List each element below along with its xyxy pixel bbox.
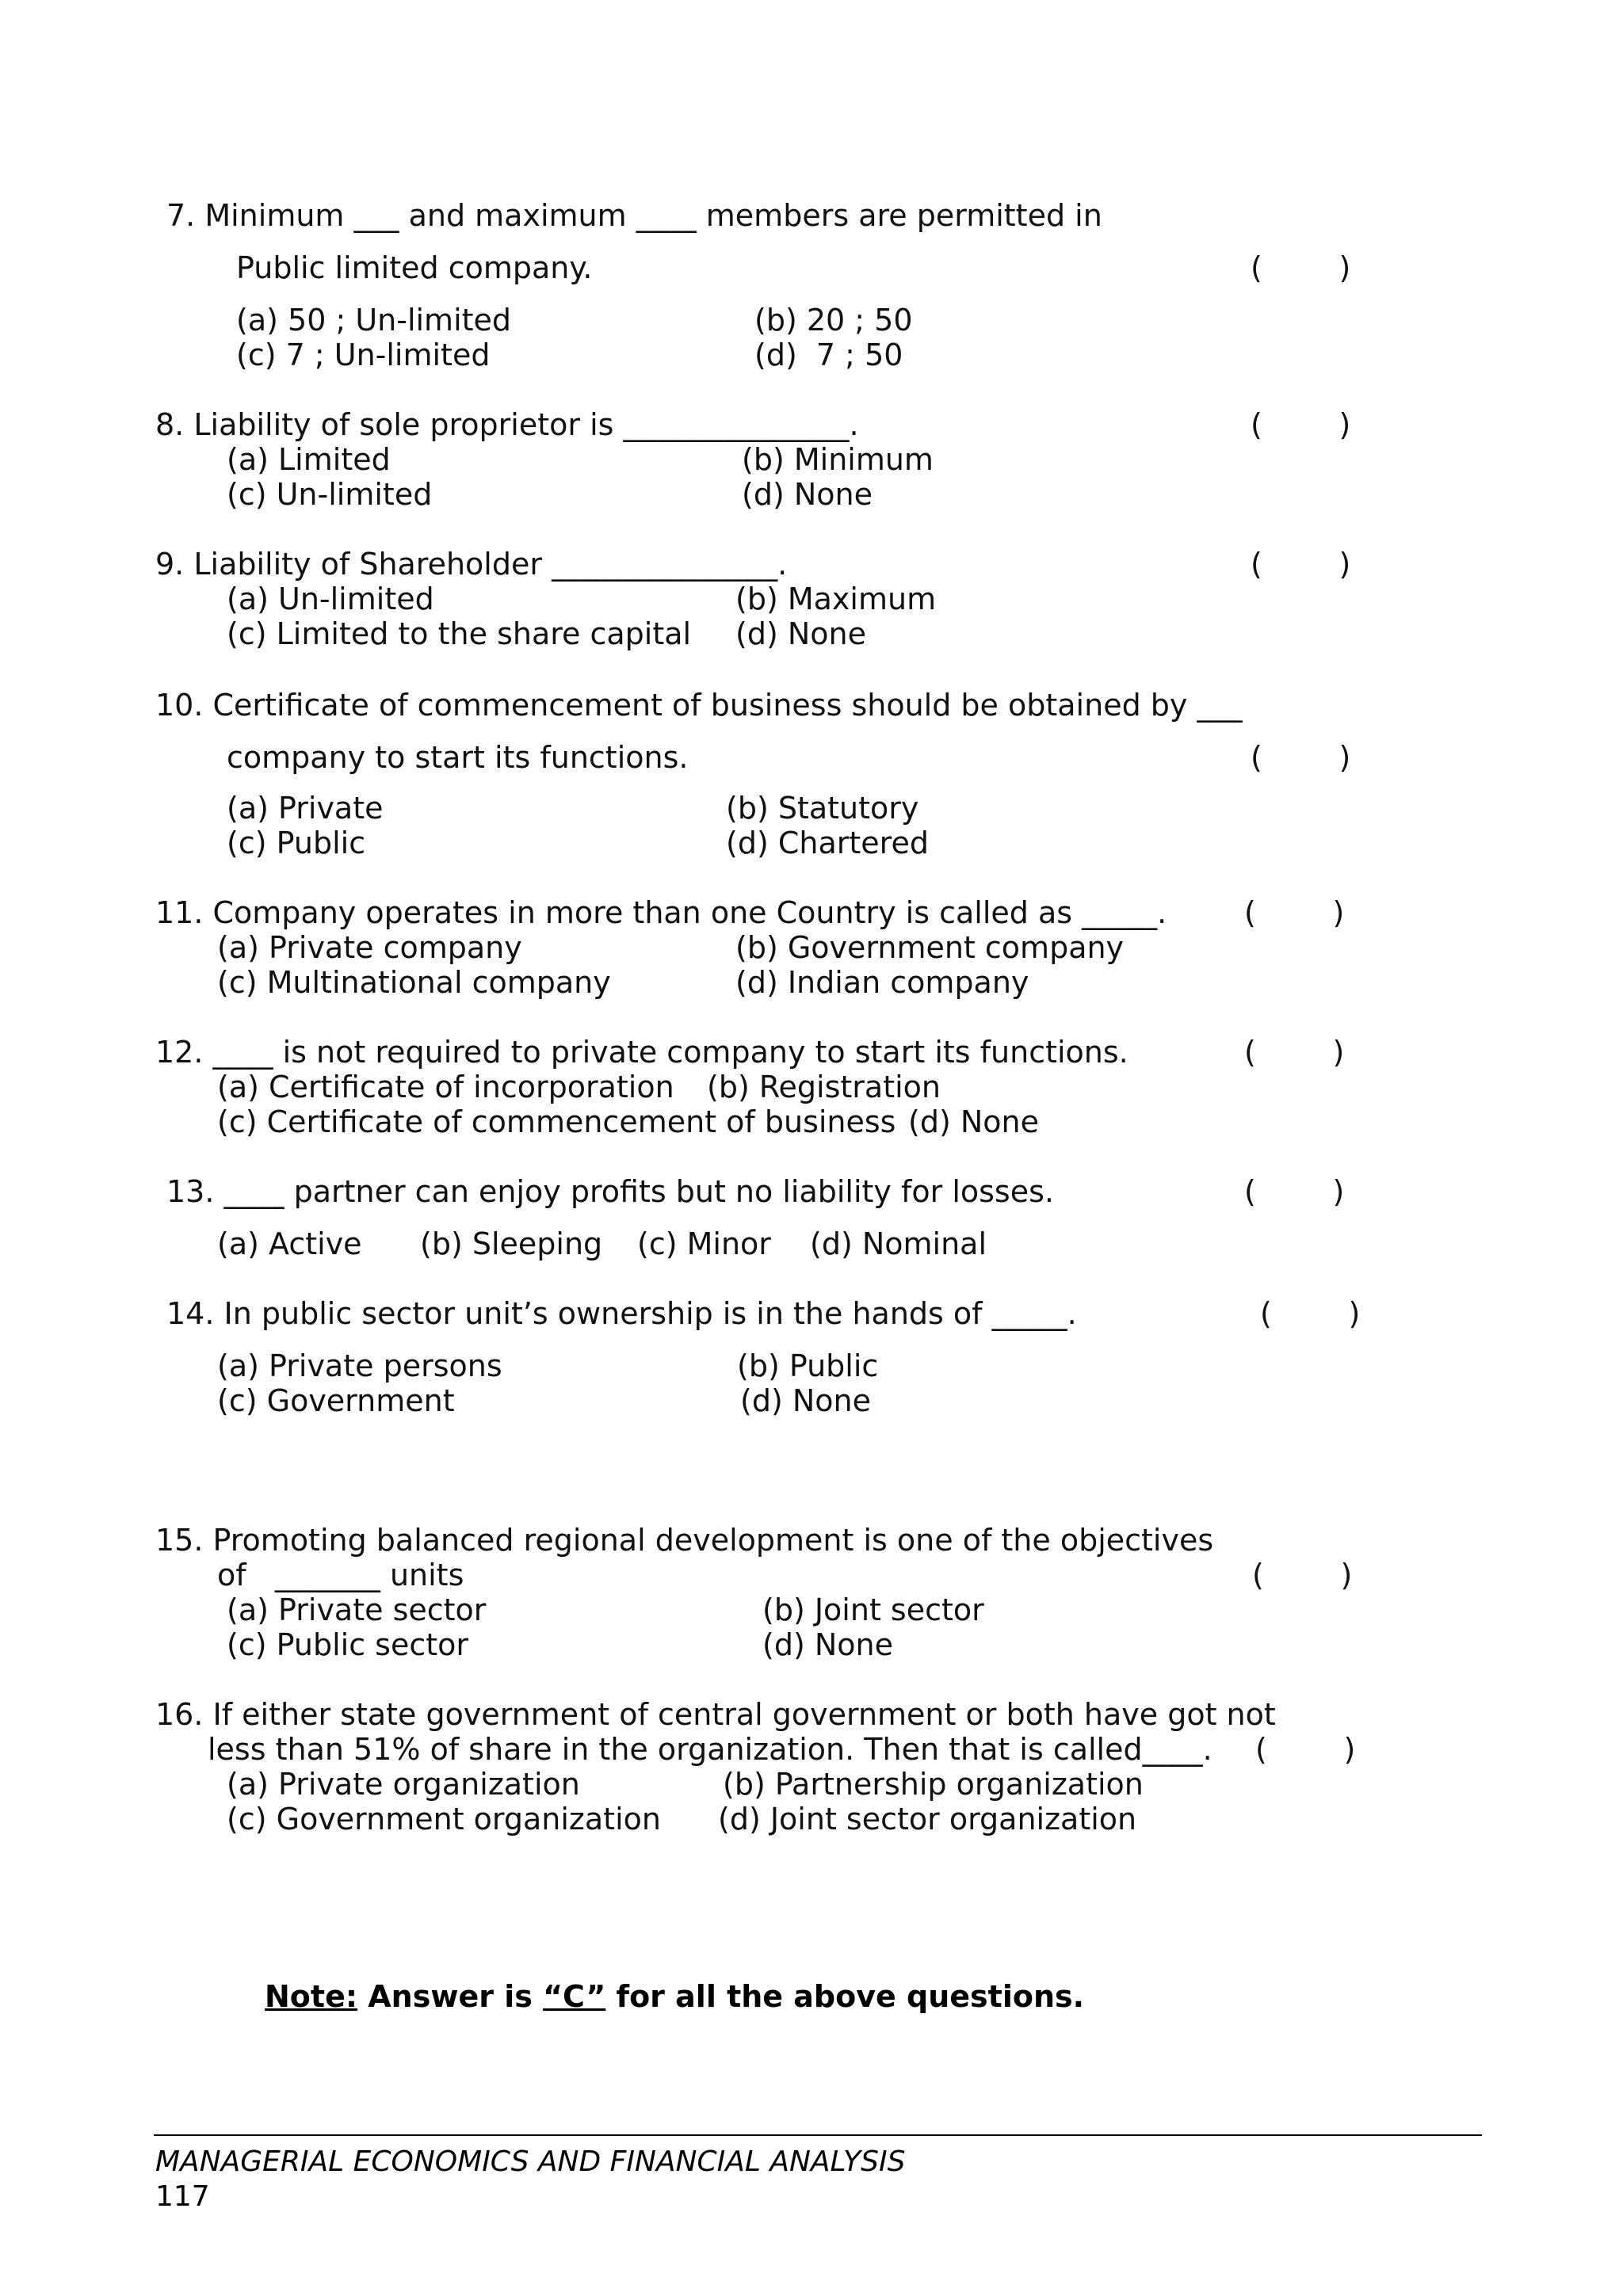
option-a: (a) Active <box>217 1226 362 1261</box>
option-d: (d) Indian company <box>735 965 1029 1000</box>
answer-bracket[interactable]: ( ) <box>1244 1174 1345 1209</box>
option-c: (c) Certificate of commencement of business <box>217 1104 896 1139</box>
option-a: (a) Limited <box>227 442 391 477</box>
option-b: (b) Partnership organization <box>723 1767 1144 1802</box>
answer-bracket[interactable]: ( ) <box>1244 895 1345 930</box>
question-text: 10. Certificate of commencement of business should be obtained by ___ <box>155 688 1243 723</box>
question-text: 16. If either state government of central government or both have got not <box>155 1697 1276 1732</box>
question-text: 8. Liability of sole proprietor is _______________. <box>155 407 859 442</box>
option-d: (d) Joint sector organization <box>718 1802 1137 1836</box>
answer-bracket[interactable]: ( ) <box>1244 1035 1345 1070</box>
option-c: (c) Government <box>217 1383 455 1418</box>
answer-note <box>265 1979 1084 2014</box>
option-c: (c) Limited to the share capital <box>227 616 692 651</box>
option-b: (b) Minimum <box>742 442 934 477</box>
option-d: (d) Chartered <box>726 826 929 860</box>
question-text-continued: of _______ units <box>217 1558 464 1592</box>
question-text: 11. Company operates in more than one Country is called as _____. <box>155 895 1167 930</box>
option-b: (b) Statutory <box>726 791 919 826</box>
option-c: (c) Un-limited <box>227 477 433 512</box>
footer-divider <box>154 2134 1482 2136</box>
answer-bracket[interactable]: ( ) <box>1260 1296 1361 1331</box>
option-d: (d) None <box>742 477 873 512</box>
note-text-after: for all the above questions. <box>605 1979 1085 2014</box>
option-b: (b) Maximum <box>735 582 937 616</box>
answer-bracket[interactable]: ( ) <box>1252 1558 1353 1592</box>
option-a: (a) Private sector <box>227 1592 487 1627</box>
option-c: (c) 7 ; Un-limited <box>236 338 491 372</box>
option-b: (b) 20 ; 50 <box>754 303 913 338</box>
answer-bracket[interactable]: ( ) <box>1251 547 1351 582</box>
option-b: (b) Sleeping <box>420 1226 603 1261</box>
option-d: (d) Nominal <box>810 1226 987 1261</box>
answer-bracket[interactable]: ( ) <box>1251 407 1351 442</box>
question-text: 9. Liability of Shareholder _______________. <box>155 547 788 582</box>
note-answer: “C” <box>543 1979 606 2014</box>
option-c: (c) Public sector <box>227 1627 469 1662</box>
option-d: (d) 7 ; 50 <box>754 338 903 372</box>
question-text: 13. ____ partner can enjoy profits but no liability for losses. <box>166 1174 1054 1209</box>
option-d: (d) None <box>908 1104 1039 1139</box>
option-a: (a) Un-limited <box>227 582 434 616</box>
option-a: (a) Private organization <box>227 1767 580 1802</box>
question-text: 15. Promoting balanced regional development is one of the objectives <box>155 1523 1214 1558</box>
question-text: 7. Minimum ___ and maximum ____ members are permitted in <box>166 198 1102 233</box>
note-text-before: Answer is <box>357 1979 544 2014</box>
option-a: (a) Private persons <box>217 1348 502 1383</box>
option-d: (d) None <box>735 616 866 651</box>
page-number: 117 <box>155 2180 210 2213</box>
option-a: (a) Private <box>227 791 384 826</box>
option-a: (a) 50 ; Un-limited <box>236 303 512 338</box>
question-text-continued: Public limited company. <box>236 250 593 285</box>
option-a: (a) Certificate of incorporation <box>217 1070 674 1104</box>
question-text-continued: company to start its functions. <box>227 740 689 775</box>
answer-bracket[interactable]: ( ) <box>1255 1732 1356 1767</box>
option-c: (c) Minor <box>637 1226 771 1261</box>
option-c: (c) Public <box>227 826 366 860</box>
option-b: (b) Registration <box>707 1070 941 1104</box>
option-b: (b) Joint sector <box>762 1592 984 1627</box>
question-text-continued: less than 51% of share in the organization. Then that is called____. <box>208 1732 1212 1767</box>
question-text: 14. In public sector unit’s ownership is in the hands of _____. <box>166 1296 1077 1331</box>
option-d: (d) None <box>762 1627 893 1662</box>
option-c: (c) Government organization <box>227 1802 661 1836</box>
note-label: Note: <box>265 1979 358 2014</box>
option-a: (a) Private company <box>217 930 522 965</box>
option-b: (b) Public <box>737 1348 879 1383</box>
option-d: (d) None <box>740 1383 871 1418</box>
question-text: 12. ____ is not required to private company to start its functions. <box>155 1035 1128 1070</box>
footer-title: MANAGERIAL ECONOMICS AND FINANCIAL ANALYSIS <box>155 2145 906 2178</box>
option-b: (b) Government company <box>735 930 1125 965</box>
answer-bracket[interactable]: ( ) <box>1251 740 1351 775</box>
answer-bracket[interactable]: ( ) <box>1251 250 1351 285</box>
option-c: (c) Multinational company <box>217 965 611 1000</box>
